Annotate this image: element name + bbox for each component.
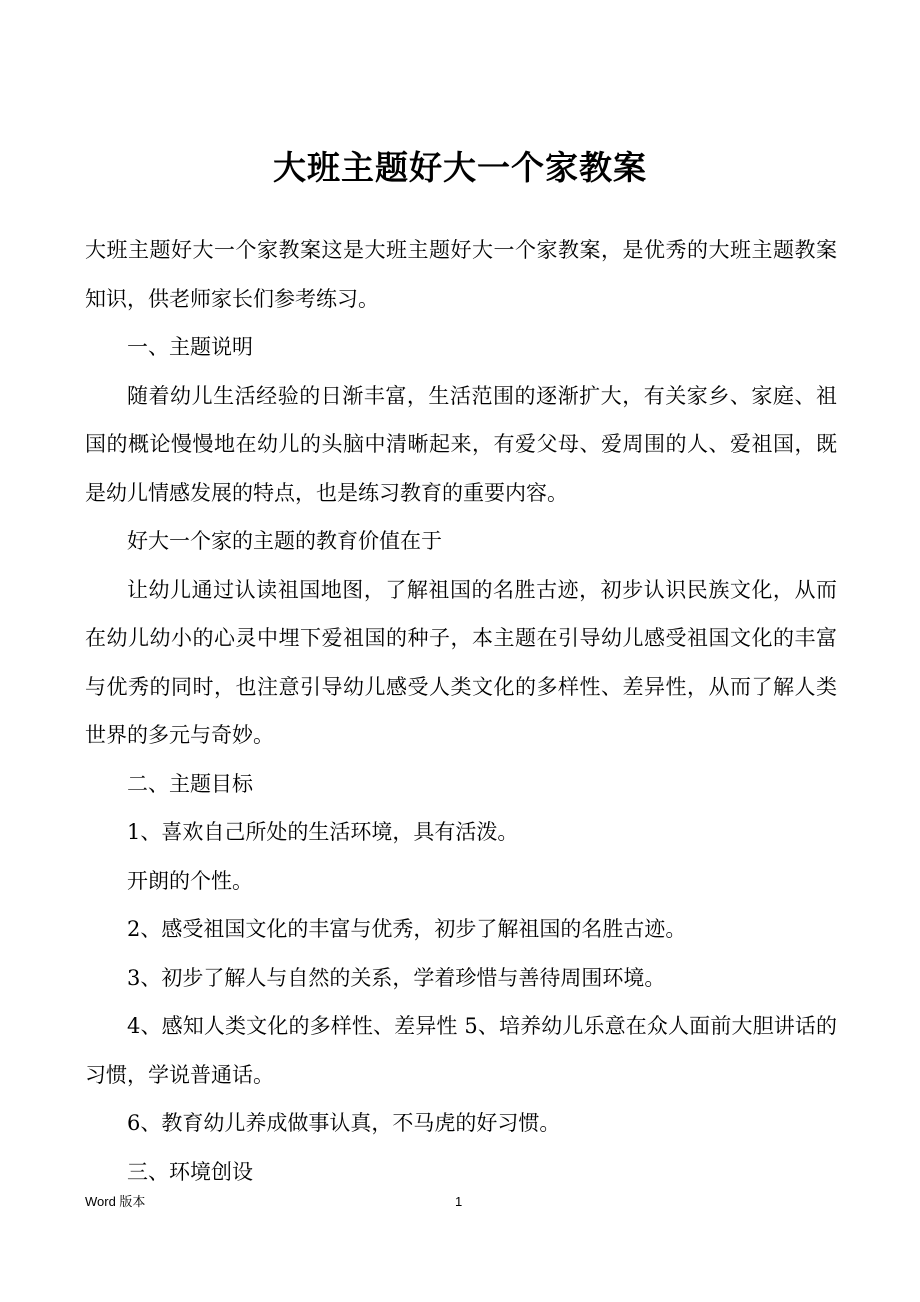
paragraph-education-value: 让幼儿通过认读祖国地图，了解祖国的名胜古迹，初步认识民族文化，从而在幼儿幼小的心灵中埋下爱祖国的种子，本主题在引导幼儿感受祖国文化的丰富与优秀的同时，也注意引导幼儿感受人类文化的多样性、差异性，从而了解人类世界的多元与奇妙。: [85, 577, 837, 747]
section-heading-theme-goals: 二、主题目标: [127, 771, 253, 796]
footer-version-label: Word 版本: [85, 1194, 146, 1209]
section-heading-theme-description: 一、主题说明: [127, 335, 253, 359]
goal-item-3: 3、初步了解人与自然的关系，学着珍惜与善待周围环境。: [127, 965, 666, 990]
intro-paragraph: 大班主题好大一个家教案这是大班主题好大一个家教案，是优秀的大班主题教案知识，供老师家长们参考练习。: [85, 238, 837, 311]
goal-item-4-5: 4、感知人类文化的多样性、差异性 5、培养幼儿乐意在众人面前大胆讲话的习惯，学说普通话。: [85, 1014, 837, 1087]
paragraph-education-value-heading: 好大一个家的主题的教育价值在于: [127, 529, 442, 553]
goal-item-1: 1、喜欢自己所处的生活环境，具有活泼。: [127, 820, 519, 844]
paragraph-theme-description: 随着幼儿生活经验的日渐丰富，生活范围的逐渐扩大，有关家乡、家庭、祖国的概论慢慢地在幼儿的头脑中清晰起来，有爱父母、爱周围的人、爱祖国，既是幼儿情感发展的特点，也是练习教育的重要内容。: [85, 383, 837, 505]
goal-item-6: 6、教育幼儿养成做事认真，不马虎的好习惯。: [127, 1111, 561, 1135]
goal-item-2: 2、感受祖国文化的丰富与优秀，初步了解祖国的名胜古迹。: [127, 917, 687, 941]
footer-page-number: 1: [455, 1194, 463, 1209]
goal-item-1-continued: 开朗的个性。: [127, 868, 253, 893]
document-title: 大班主题好大一个家教案: [273, 148, 647, 187]
document-body: [85, 226, 837, 1196]
section-heading-environment: 三、环境创设: [127, 1159, 253, 1184]
